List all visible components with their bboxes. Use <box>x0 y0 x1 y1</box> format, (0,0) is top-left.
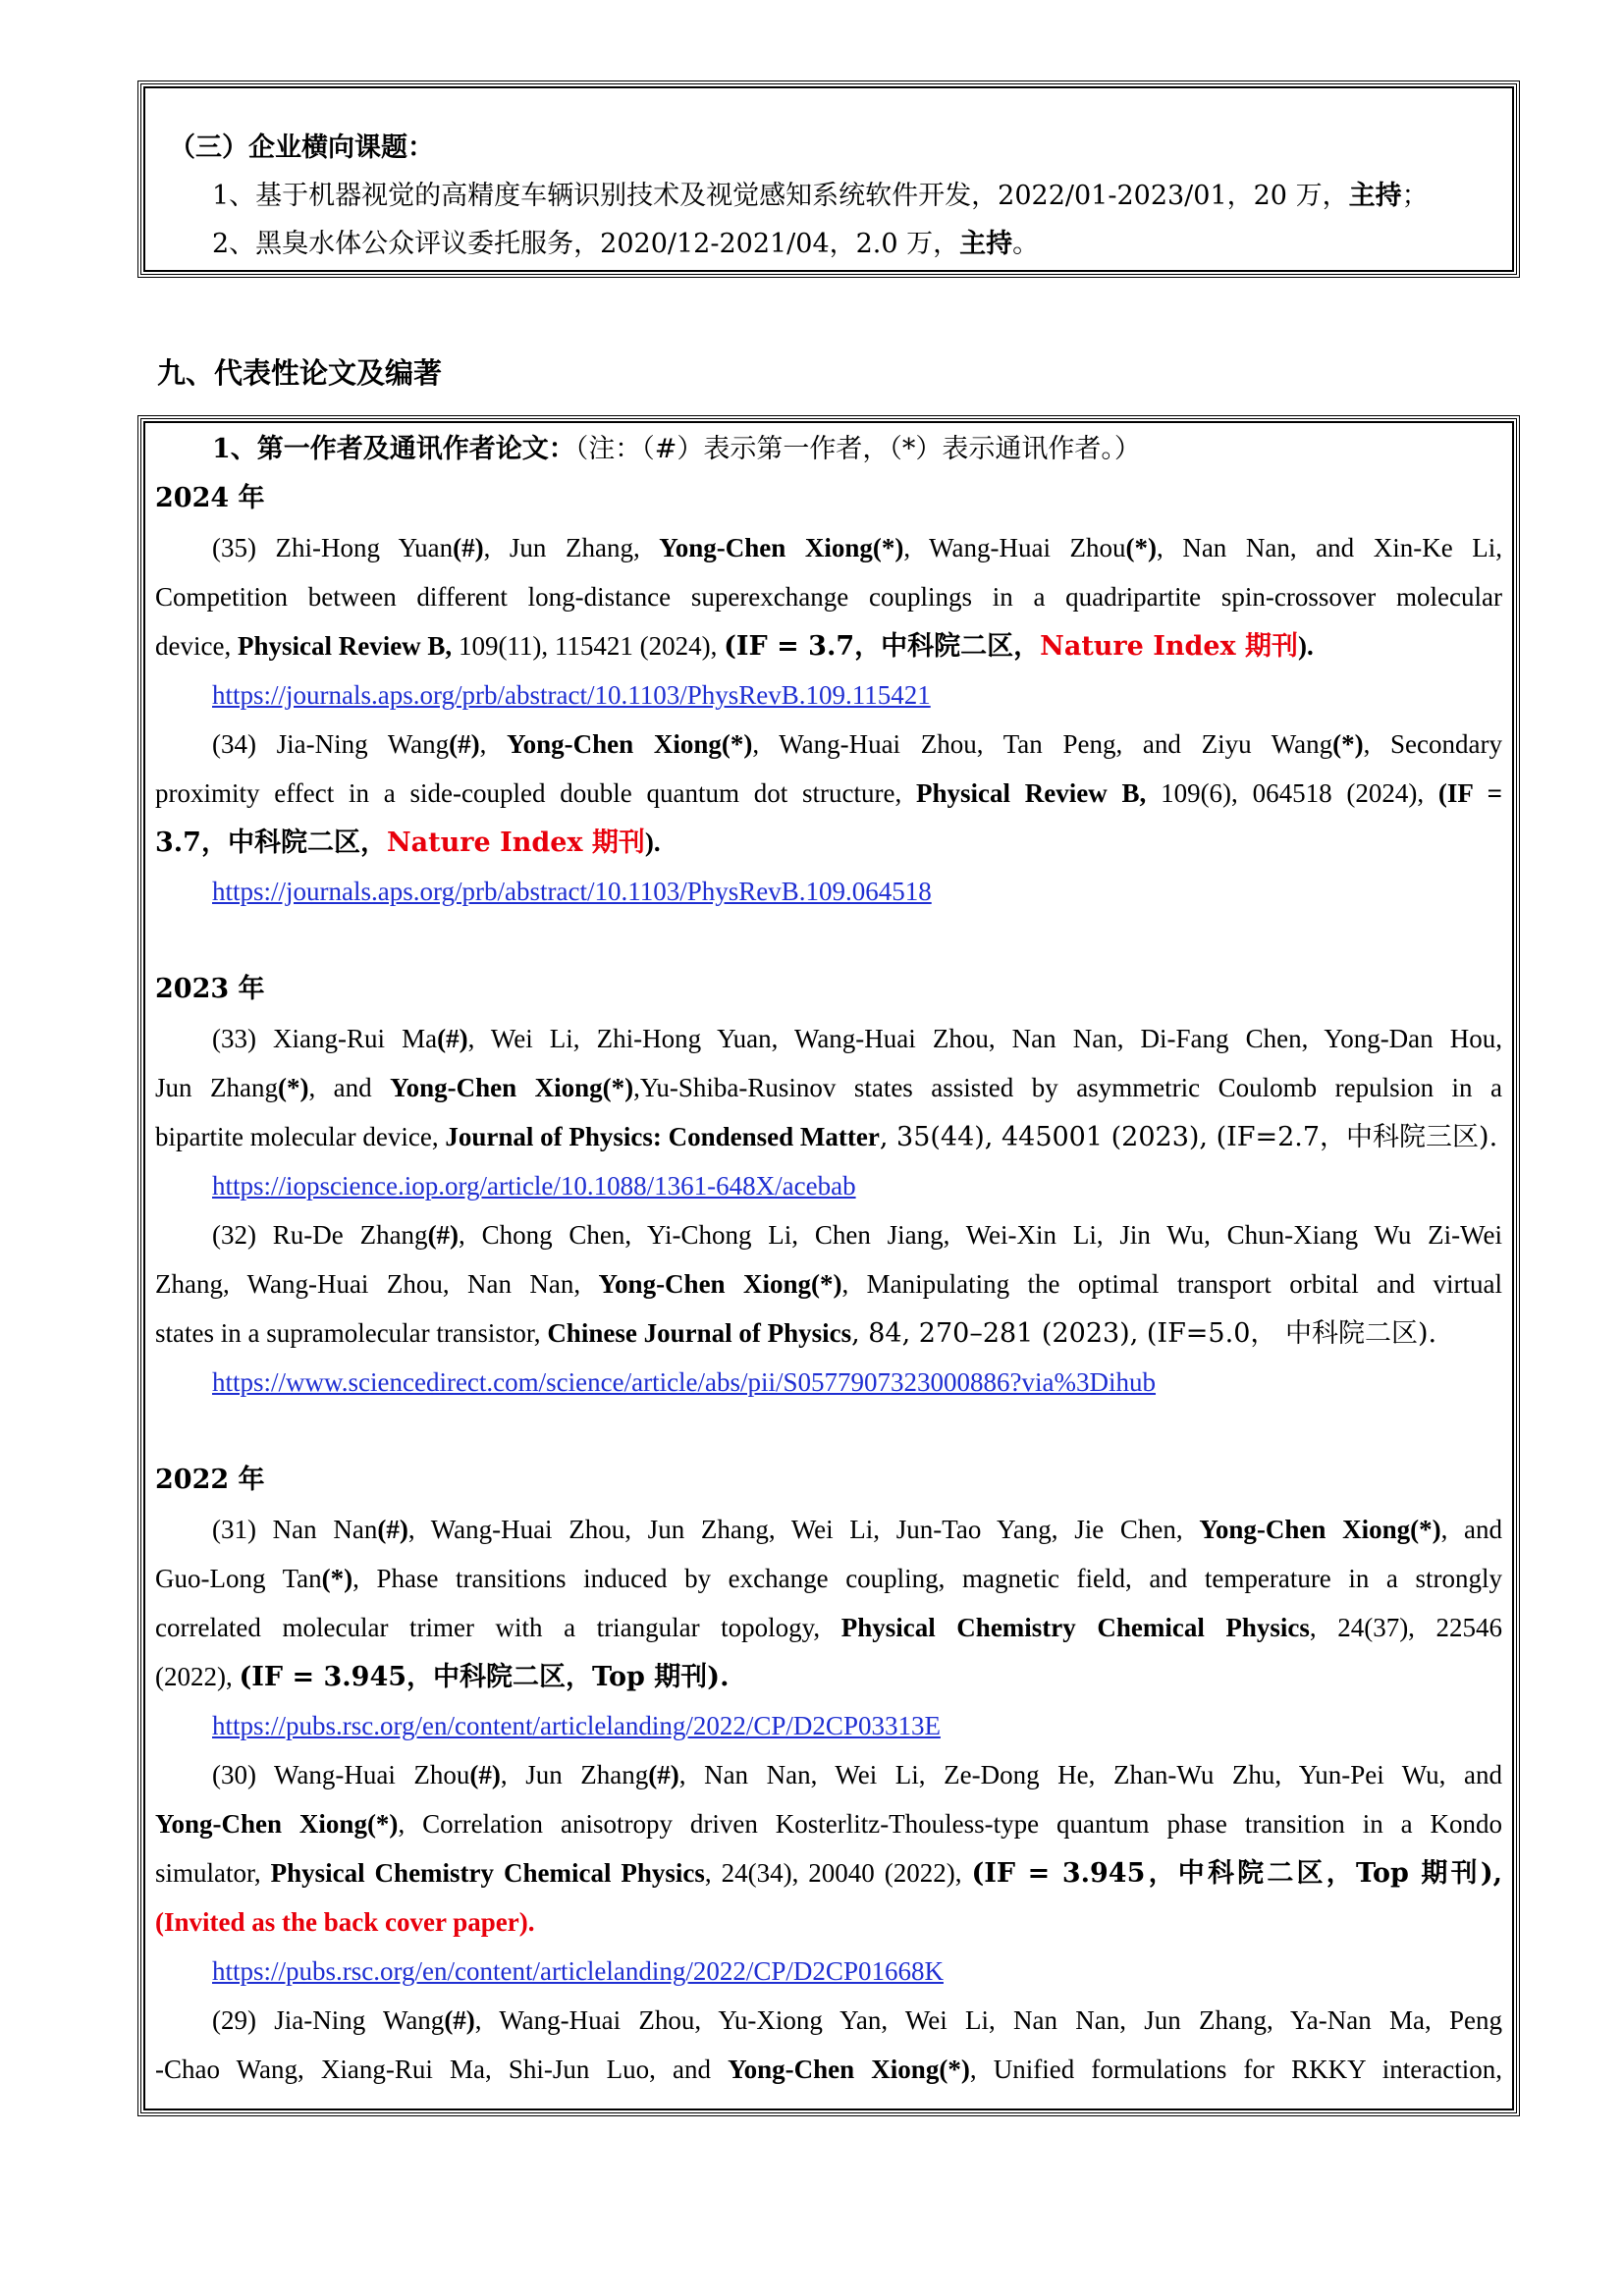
paper-29-line-2 <box>155 2045 1502 2094</box>
paper-32-link[interactable] <box>155 1358 1502 1407</box>
paper-34-line-3 <box>155 818 1502 867</box>
text-run: (#) <box>469 1760 501 1789</box>
text-run: , Jun Zhang, <box>483 533 660 562</box>
paper-30-line-2 <box>155 1799 1502 1848</box>
text-run: , Nan Nan, Wei Li, Ze-Dong He, Zhan-Wu Zhu, Yun-Pei Wu, and <box>678 1760 1502 1789</box>
text-run: (IF = 3.945，中科院二区，Top 期刊). <box>239 1662 730 1692</box>
paper-34-link[interactable] <box>155 867 1502 916</box>
text-run: (#) <box>377 1515 408 1544</box>
paper-34-line-1 <box>155 720 1502 769</box>
text-run: Physical Review B, <box>237 631 453 661</box>
text-run: 109(6), 064518 (2024), <box>1146 778 1438 808</box>
papers-intro-label: 1、第一作者及通讯作者论文： <box>212 434 575 464</box>
text-run: device, <box>155 631 238 661</box>
paper-32-line-2 <box>155 1259 1502 1308</box>
text-run: (IF = 3.945，中科院二区，Top 期刊), <box>971 1858 1502 1889</box>
paper-31-link[interactable] <box>155 1701 1502 1750</box>
paper-35-line-3 <box>155 621 1502 670</box>
text-run: , Correlation anisotropy driven Kosterlitz-Thouless-type quantum phase transition in a Kondo <box>398 1809 1502 1839</box>
text-run: , Jun Zhang <box>500 1760 649 1789</box>
text-run: ). <box>1298 631 1314 661</box>
paper-33-line-2 <box>155 1063 1502 1112</box>
text-run: (#) <box>437 1024 468 1053</box>
text-run: , Wang-Huai Zhou, Yu-Xiong Yan, Wei Li, Nan Nan, Jun Zhang, Ya-Nan Ma, Peng <box>474 2005 1502 2035</box>
text-run: (31) Nan Nan <box>212 1515 378 1544</box>
project-1-suffix: ； <box>1401 181 1429 211</box>
papers-box <box>137 415 1520 2116</box>
text-run: Yong-Chen Xiong(*) <box>507 729 753 759</box>
paper-33-line-3 <box>155 1112 1502 1161</box>
text-run: (#) <box>453 533 484 562</box>
text-run: (*) <box>321 1564 353 1593</box>
text-run: , 35(44), 445001 (2023), (IF=2.7，中科院三区). <box>879 1122 1498 1152</box>
text-run: , Wei Li, Zhi-Hong Yuan, Wang-Huai Zhou, Nan Nan, Di-Fang Chen, Yong-Dan Hou, <box>467 1024 1502 1053</box>
text-run: (#) <box>648 1760 679 1789</box>
paper-30-link[interactable] <box>155 1947 1502 1996</box>
project-1-text: 1、基于机器视觉的高精度车辆识别技术及视觉感知系统软件开发，2022/01-2023/01，20 万， <box>212 181 1349 211</box>
paper-31-line-4 <box>155 1652 1502 1701</box>
text-run: (#) <box>444 2005 475 2035</box>
paper-30-line-1 <box>155 1750 1502 1799</box>
text-run: (*) <box>1332 729 1364 759</box>
text-run: , Chong Chen, Yi-Chong Li, Chen Jiang, Wei-Xin Li, Jin Wu, Chun-Xiang Wu Zi-Wei <box>459 1220 1502 1250</box>
text-run: ,Yu-Shiba-Rusinov states assisted by asymmetric Coulomb repulsion in a <box>633 1073 1503 1102</box>
text-run: (*) <box>277 1073 309 1102</box>
text-run: , Phase transitions induced by exchange coupling, magnetic field, and temperature in a strongly <box>352 1564 1502 1593</box>
text-run: Yong-Chen Xiong(*) <box>728 2055 970 2084</box>
text-run: (29) Jia-Ning Wang <box>212 2005 445 2035</box>
text-run: Zhang, Wang-Huai Zhou, Nan Nan, <box>155 1269 599 1299</box>
text-run: (35) Zhi-Hong Yuan <box>212 533 454 562</box>
paper-35-url[interactable]: https://journals.aps.org/prb/abstract/10.1103/PhysRevB.109.115421 <box>212 680 931 710</box>
text-run: , Wang-Huai Zhou, Tan Peng, and Ziyu Wang <box>752 729 1333 759</box>
text-run: Yong-Chen Xiong(*) <box>390 1073 634 1102</box>
text-run: (34) Jia-Ning Wang <box>212 729 450 759</box>
project-2-text: 2、黑臭水体公众评议委托服务，2020/12-2021/04，2.0 万， <box>212 229 960 259</box>
text-run: (#) <box>427 1220 460 1250</box>
text-run: Jun Zhang <box>155 1073 278 1102</box>
text-run: , and <box>308 1073 391 1102</box>
paper-31-line-1 <box>155 1505 1502 1554</box>
paper-35-line-1 <box>155 523 1502 572</box>
paper-33-url[interactable]: https://iopscience.iop.org/article/10.1088/1361-648X/acebab <box>212 1171 856 1201</box>
enterprise-project-1 <box>155 172 1502 220</box>
text-run: , Nan Nan, and Xin-Ke Li, <box>1157 533 1503 562</box>
year-2023: 2023 年 <box>155 974 265 1004</box>
text-run: Physical Chemistry Chemical Physics <box>840 1613 1310 1642</box>
text-run: (2022), <box>155 1662 240 1691</box>
project-2-role: 主持 <box>959 229 1013 259</box>
text-run: simulator, <box>155 1858 271 1888</box>
text-run: (30) Wang-Huai Zhou <box>212 1760 470 1789</box>
year-2022: 2022 年 <box>155 1465 265 1495</box>
paper-30-url[interactable]: https://pubs.rsc.org/en/content/articlelanding/2022/CP/D2CP01668K <box>212 1956 944 1986</box>
text-run: Yong-Chen Xiong(*) <box>1199 1515 1441 1544</box>
text-run: bipartite molecular device, <box>155 1122 446 1151</box>
text-run: 109(11), 115421 (2024), <box>452 631 725 661</box>
enterprise-project-2 <box>155 220 1502 268</box>
project-2-suffix: 。 <box>1012 229 1040 259</box>
text-run: Nature Index 期刊 <box>1040 631 1299 662</box>
text-run: (32) Ru-De Zhang <box>212 1220 428 1250</box>
paper-34-url[interactable]: https://journals.aps.org/prb/abstract/10.1103/PhysRevB.109.064518 <box>212 877 932 906</box>
paper-29-line-1 <box>155 1996 1502 2045</box>
paper-30-line-4: (Invited as the back cover paper). <box>155 1907 535 1937</box>
text-run: Nature Index 期刊 <box>386 828 645 858</box>
enterprise-projects-box <box>137 80 1520 278</box>
papers-intro-note: （注：（#）表示第一作者，（*）表示通讯作者。） <box>574 434 1141 464</box>
enterprise-projects-title: （三）企业横向课题： <box>169 133 434 163</box>
paper-33-link[interactable] <box>155 1161 1502 1210</box>
text-run: , Wang-Huai Zhou, Jun Zhang, Wei Li, Jun-Tao Yang, Jie Chen, <box>407 1515 1200 1544</box>
text-run: Yong-Chen Xiong(*) <box>598 1269 842 1299</box>
text-run: ). <box>644 828 661 857</box>
text-run: , 24(34), 20040 (2022), <box>704 1858 972 1888</box>
text-run: , Secondary <box>1363 729 1502 759</box>
text-run: Yong-Chen Xiong(*) <box>155 1809 399 1839</box>
paper-34-line-2 <box>155 769 1502 818</box>
text-run: Journal of Physics: Condensed Matter <box>445 1122 880 1151</box>
text-run: , Unified formulations for RKKY interaction, <box>969 2055 1502 2084</box>
text-run: Guo-Long Tan <box>155 1564 322 1593</box>
text-run: Physical Review B, <box>916 778 1147 808</box>
paper-35-link[interactable] <box>155 670 1502 720</box>
text-run: 3.7，中科院二区， <box>155 828 387 858</box>
text-run: (IF = <box>1437 778 1503 808</box>
section-heading: 九、代表性论文及编著 <box>157 356 443 390</box>
paper-32-line-3 <box>155 1308 1502 1358</box>
paper-31-url[interactable]: https://pubs.rsc.org/en/content/articlelanding/2022/CP/D2CP03313E <box>212 1711 941 1740</box>
text-run: Physical Chemistry Chemical Physics <box>270 1858 705 1888</box>
text-run: -Chao Wang, Xiang-Rui Ma, Shi-Jun Luo, and <box>155 2055 729 2084</box>
text-run: , <box>479 729 508 759</box>
text-run: , and <box>1440 1515 1503 1544</box>
paper-30-line-3 <box>155 1848 1502 1897</box>
papers-intro <box>155 425 1502 474</box>
text-run: proximity effect in a side-coupled double quantum dot structure, <box>155 778 917 808</box>
text-run: , 84, 270–281 (2023), (IF=5.0， 中科院二区). <box>851 1318 1437 1349</box>
paper-35-line-2: Competition between different long-distance superexchange couplings in a quadripartite spin-crossover molecular <box>155 582 1502 612</box>
year-2024: 2024 年 <box>155 483 265 513</box>
paper-31-line-3 <box>155 1603 1502 1652</box>
paper-31-line-2 <box>155 1554 1502 1603</box>
paper-32-url[interactable]: https://www.sciencedirect.com/science/article/abs/pii/S0577907323000886?via%3Dihub <box>212 1367 1157 1397</box>
text-run: (#) <box>449 729 480 759</box>
text-run: (IF = 3.7，中科院二区， <box>724 631 1041 662</box>
text-run: Yong-Chen Xiong(*) <box>659 533 904 562</box>
text-run: Chinese Journal of Physics <box>547 1318 852 1348</box>
text-run: , Manipulating the optimal transport orbital and virtual <box>841 1269 1502 1299</box>
paper-33-line-1 <box>155 1014 1502 1063</box>
project-1-role: 主持 <box>1348 181 1402 211</box>
paper-32-line-1 <box>155 1210 1502 1259</box>
text-run: (33) Xiang-Rui Ma <box>212 1024 438 1053</box>
text-run: correlated molecular trimer with a triangular topology, <box>155 1613 841 1642</box>
text-run: , Wang-Huai Zhou <box>903 533 1126 562</box>
text-run: , 24(37), 22546 <box>1309 1613 1503 1642</box>
text-run: (*) <box>1125 533 1158 562</box>
text-run: states in a supramolecular transistor, <box>155 1318 548 1348</box>
